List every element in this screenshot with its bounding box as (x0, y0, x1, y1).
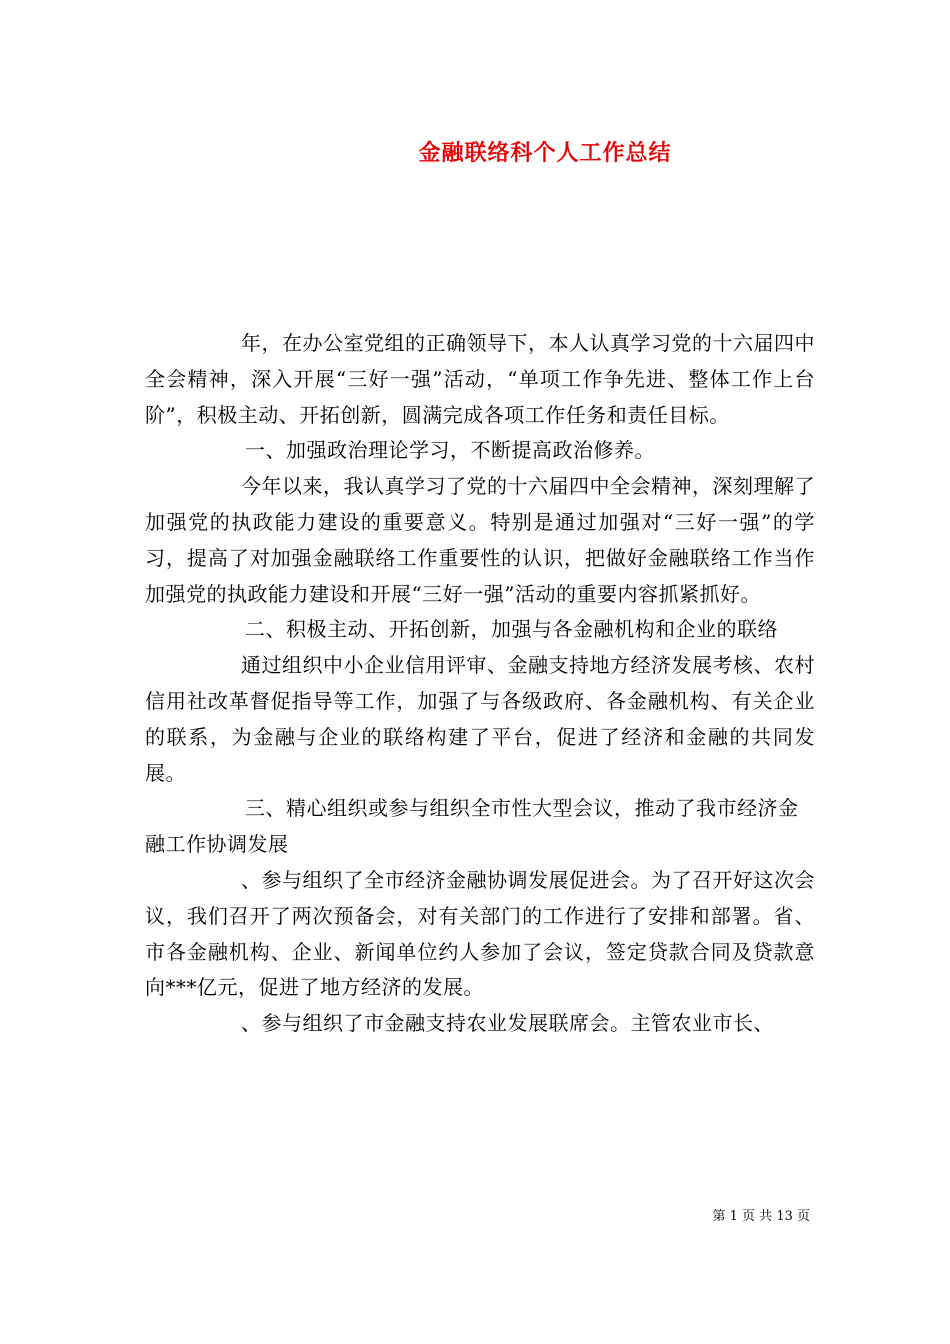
document-title: 金融联络科个人工作总结 (418, 140, 672, 166)
page-number-footer: 第 1 页 共 13 页 (712, 1209, 810, 1224)
section-3-item-2: 、参与组织了市金融支持农业发展联席会。主管农业市长、 (241, 1011, 774, 1036)
section-heading-2: 二、积极主动、开拓创新，加强与各金融机构和企业的联络 (245, 617, 778, 642)
section-heading-3: 三、精心组织或参与组织全市性大型会议，推动了我市经济金融工作协调发展 (145, 796, 799, 857)
section-3-item-1: 、参与组织了全市经济金融协调发展促进会。为了召开好这次会议，我们召开了两次预备会，对有关部门的工作进行了安排和部署。省、市各金融机构、企业、新闻单位约人参加了会议，签定贷款合同及贷款意向***亿元，促进了地方经济的发展。 (145, 867, 815, 1000)
document-body (145, 326, 815, 1042)
section-heading-1: 一、加强政治理论学习，不断提高政治修养。 (245, 438, 655, 463)
section-1-paragraph: 今年以来，我认真学习了党的十六届四中全会精神，深刻理解了加强党的执政能力建设的重要意义。特别是通过加强对“三好一强”的学习，提高了对加强金融联络工作重要性的认识，把做好金融联络工作当作加强党的执政能力建设和开展“三好一强”活动的重要内容抓紧抓好。 (145, 474, 815, 606)
section-2-paragraph: 通过组织中小企业信用评审、金融支持地方经济发展考核、农村信用社改革督促指导等工作，加强了与各级政府、各金融机构、有关企业的联系，为金融与企业的联络构建了平台，促进了经济和金融的共同发展。 (145, 653, 815, 785)
intro-paragraph: 年，在办公室党组的正确领导下，本人认真学习党的十六届四中全会精神，深入开展“三好一强”活动，“单项工作争先进、整体工作上台阶”，积极主动、开拓创新，圆满完成各项工作任务和责任目标。 (145, 331, 815, 427)
